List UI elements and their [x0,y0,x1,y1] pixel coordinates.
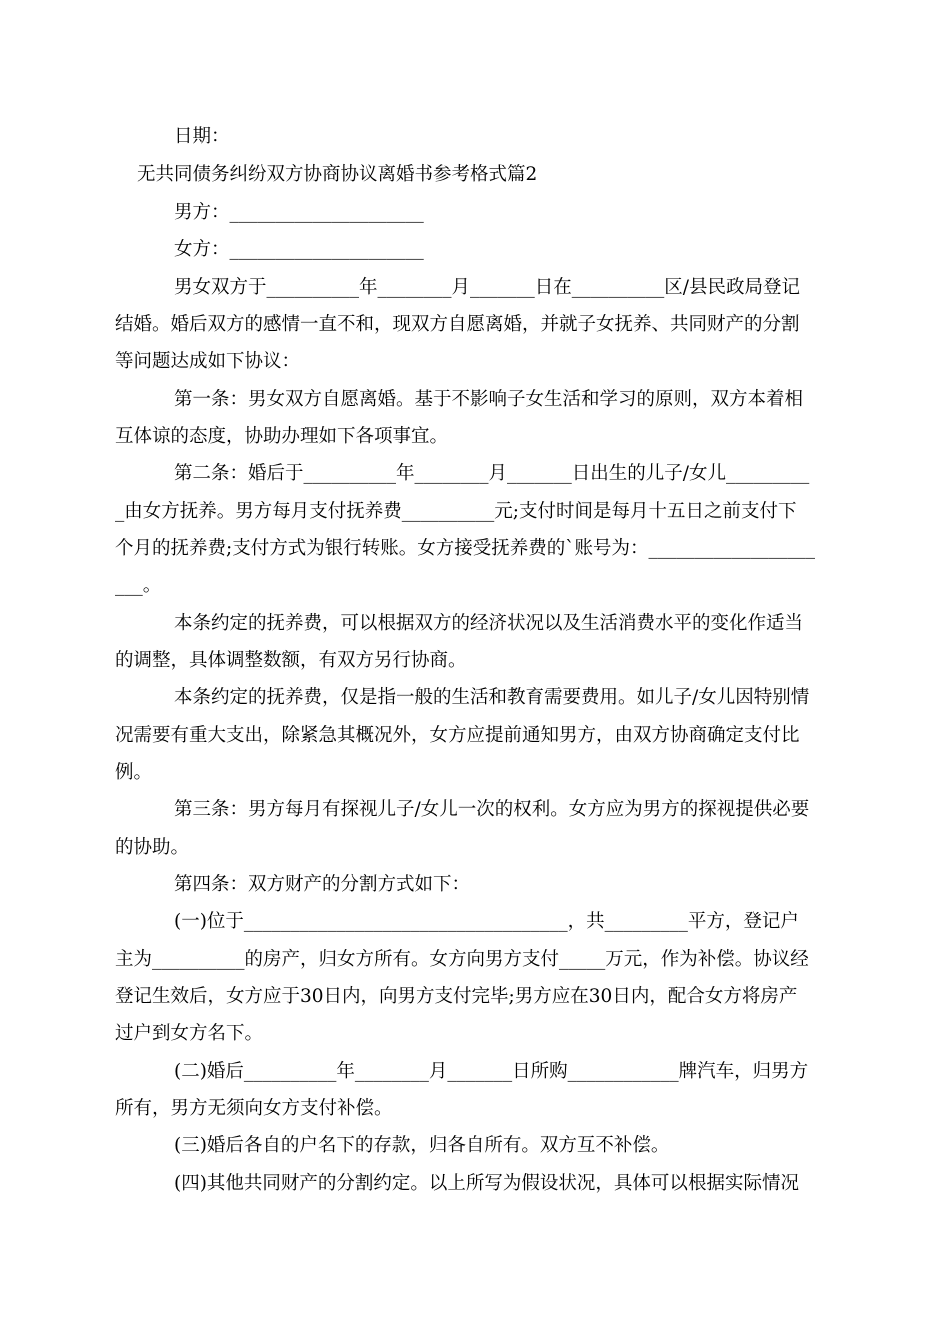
property-item-3-line: (三)婚后各自的户名下的存款，归各自所有。双方互不补偿。 [174,1135,670,1156]
property-item-2-line: 所有，男方无须向女方支付补偿。 [115,1098,393,1119]
paragraph-line: 男女双方于__________年________月_______日在__________区/县民政局登记 [174,277,800,298]
support-clause-line: 本条约定的抚养费，可以根据双方的经济状况以及生活消费水平的变化作适当 [174,613,804,634]
paragraph-line: 等问题达成如下协议： [115,351,301,372]
article-2-line: 个月的抚养费;支付方式为银行转账。女方接受抚养费的`账号为：__________________ [115,538,815,559]
female-party-line: 女方：_____________________ [174,239,424,260]
date-label: 日期： [174,126,230,147]
property-item-1-line: 过户到女方名下。 [115,1023,264,1044]
document-title: 无共同债务纠纷双方协商协议离婚书参考格式篇2 [137,164,538,185]
property-item-4-line: (四)其他共同财产的分割约定。以上所写为假设状况，具体可以根据实际情况 [174,1173,799,1194]
property-item-2-line: (二)婚后__________年________月_______日所购____________牌汽车，归男方 [174,1061,809,1082]
male-party-line: 男方：_____________________ [174,202,424,223]
support-clause-line: 况需要有重大支出，除紧急其概况外，女方应提前通知男方，由双方协商确定支付比 [115,725,800,746]
support-clause-line: 的调整，具体调整数额，有双方另行协商。 [115,650,467,671]
support-clause-line: 例。 [115,762,153,783]
article-4-line: 第四条：双方财产的分割方式如下： [174,874,471,895]
article-1-line: 第一条：男女双方自愿离婚。基于不影响子女生活和学习的原则，双方本着相 [174,389,804,410]
article-1-line: 互体谅的态度，协助办理如下各项事宜。 [115,426,449,447]
paragraph-line: 结婚。婚后双方的感情一直不和，现双方自愿离婚，并就子女抚养、共同财产的分割 [115,314,800,335]
article-2-line: _由女方抚养。男方每月支付抚养费__________元;支付时间是每月十五日之前支付下 [115,501,797,522]
property-item-1-line: 主为__________的房产，归女方所有。女方向男方支付_____万元，作为补偿。协议经 [115,949,809,970]
property-item-1-line: 登记生效后，女方应于30日内，向男方支付完毕;男方应在30日内，配合女方将房产 [115,986,798,1007]
article-3-line: 第三条：男方每月有探视儿子/女儿一次的权利。女方应为男方的探视提供必要 [174,799,810,820]
article-2-line: 第二条：婚后于__________年________月_______日出生的儿子/女儿_________ [174,463,810,484]
support-clause-line: 本条约定的抚养费，仅是指一般的生活和教育需要费用。如儿子/女儿因特别情 [174,687,810,708]
property-item-1-line: (一)位于___________________________________，共_________平方，登记户 [174,911,799,932]
article-2-line: ___。 [115,575,162,596]
article-3-line: 的协助。 [115,837,190,858]
